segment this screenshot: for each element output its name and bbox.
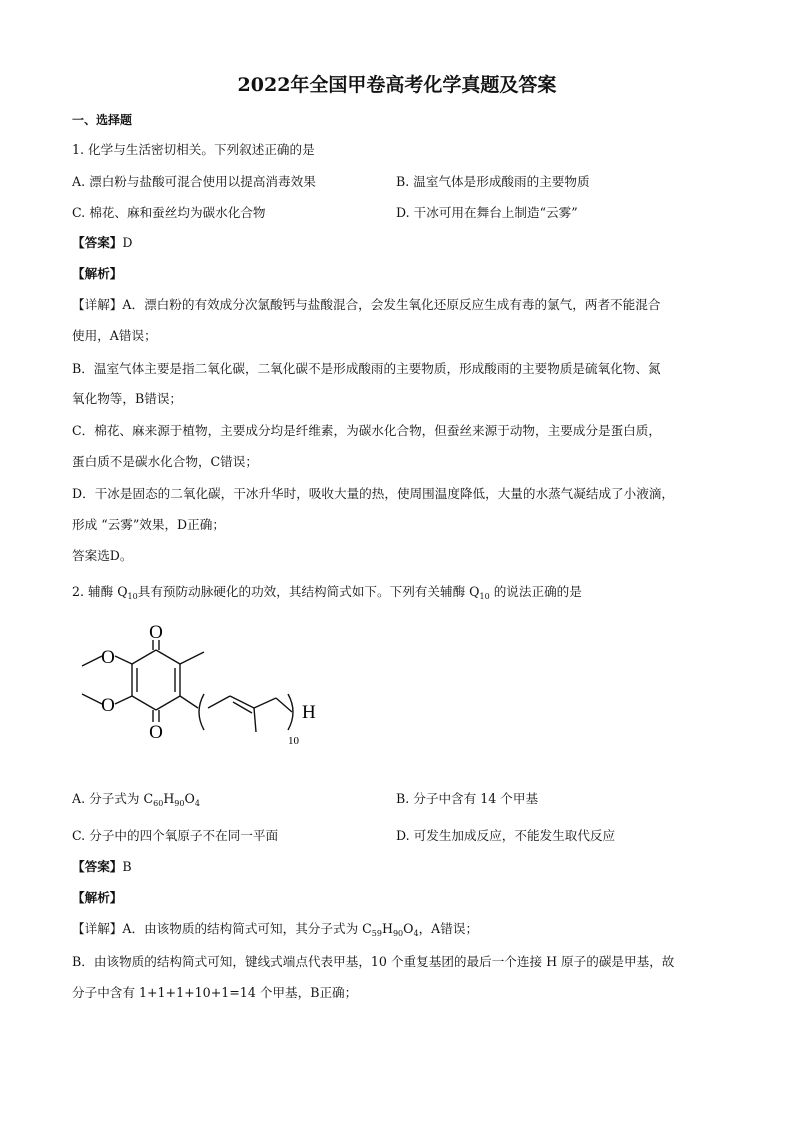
oxygen-label: O — [101, 647, 115, 668]
q1-option-a: A. 漂白粉与盐酸可混合使用以提高消毒效果 — [72, 174, 316, 189]
q2-option-a-text: A. 分子式为 C — [72, 791, 154, 806]
q1-answer-label: 【答案】 — [72, 235, 123, 250]
q2-option-c: C. 分子中的四个氧原子不在同一平面 — [72, 828, 279, 843]
q1-detail-line: 【详解】A．漂白粉的有效成分次氯酸钙与盐酸混合，会发生氧化还原反应生成有毒的氯气，两者不能混合 — [72, 297, 661, 312]
q1-detail-line: 蛋白质不是碳水化合物，C错误； — [72, 454, 258, 469]
formula-subscript: 59 — [371, 929, 382, 938]
q2-stem-subscript: 10 — [127, 592, 138, 601]
oxygen-label: O — [149, 622, 163, 643]
q2-answer — [72, 859, 132, 875]
q2-detail-text: 【详解】A．由该物质的结构简式可知，其分子式为 C — [72, 921, 372, 936]
formula-subscript: 4 — [413, 929, 419, 938]
q2-answer-value: B — [122, 859, 132, 874]
q2-stem-text: 2. 辅酶 Q — [72, 584, 128, 599]
q2-stem-text: 具有预防动脉硬化的功效，其结构简式如下。下列有关辅酶 Q — [137, 584, 480, 599]
oxygen-label: O — [101, 695, 115, 716]
q2-detail-text: O — [403, 921, 414, 936]
q2-option-a-text: H — [163, 791, 175, 806]
q2-detail-line: 分子中含有 1+1+1+10+1=14 个甲基，B正确； — [72, 985, 358, 1000]
formula-subscript: 60 — [153, 799, 164, 808]
oxygen-label: O — [149, 722, 163, 743]
q1-detail-line: D．干冰是固态的二氧化碳，干冰升华时，吸收大量的热，使周围温度降低，大量的水蒸气凝结成了小液滴， — [72, 486, 675, 501]
q2-option-b: B. 分子中含有 14 个甲基 — [396, 791, 539, 806]
q1-answer — [72, 235, 132, 251]
formula-subscript: 90 — [174, 799, 185, 808]
q2-stem — [72, 584, 582, 600]
q1-detail-line: 答案选D。 — [72, 548, 133, 563]
q1-detail-line: 使用，A错误； — [72, 328, 157, 343]
q2-detail-line — [72, 921, 478, 937]
q1-detail-line: C．棉花、麻来源于植物，主要成分均是纤维素，为碳水化合物，但蚕丝来源于动物，主要成分是蛋白质， — [72, 423, 661, 438]
section-heading: 一、选择题 — [72, 113, 133, 127]
hydrogen-label: H — [302, 702, 316, 723]
q1-stem: 1. 化学与生活密切相关。下列叙述正确的是 — [72, 142, 315, 157]
q1-option-d: D. 干冰可用在舞台上制造“云雾” — [396, 205, 578, 220]
repeat-count-label: 10 — [288, 735, 299, 747]
q2-answer-label: 【答案】 — [72, 859, 123, 874]
q1-option-c: C. 棉花、麻和蚕丝均为碳水化合物 — [72, 205, 266, 220]
q2-option-a-text: O — [184, 791, 195, 806]
formula-subscript: 90 — [392, 929, 404, 938]
q1-detail-line: 氧化物等，B错误； — [72, 391, 183, 406]
q2-detail-text: ，A错误； — [418, 921, 479, 936]
q2-detail-line: B．由该物质的结构简式可知，键线式端点代表甲基，10 个重复基团的最后一个连接 H 原子的碳是甲基，故 — [72, 954, 675, 969]
q1-analysis-label: 【解析】 — [72, 266, 123, 281]
q2-stem-subscript: 10 — [479, 592, 490, 601]
q2-analysis-label: 【解析】 — [72, 890, 123, 905]
q2-stem-text: 的说法正确的是 — [489, 584, 582, 599]
formula-subscript: 4 — [194, 799, 200, 808]
q2-option-d: D. 可发生加成反应，不能发生取代反应 — [396, 828, 616, 843]
coenzyme-q10-structure — [70, 616, 330, 776]
document-title: 2022年全国甲卷高考化学真题及答案 — [237, 74, 557, 96]
q1-detail-line: B．温室气体主要是指二氧化碳，二氧化碳不是形成酸雨的主要物质，形成酸雨的主要物质是硫氧化物、氮 — [72, 361, 661, 376]
q2-detail-text: H — [381, 921, 393, 936]
q1-answer-value: D — [122, 235, 133, 250]
q1-detail-line: 形成 “云雾”效果，D正确； — [72, 517, 225, 532]
q1-option-b: B. 温室气体是形成酸雨的主要物质 — [396, 174, 590, 189]
q2-option-a — [72, 791, 200, 807]
